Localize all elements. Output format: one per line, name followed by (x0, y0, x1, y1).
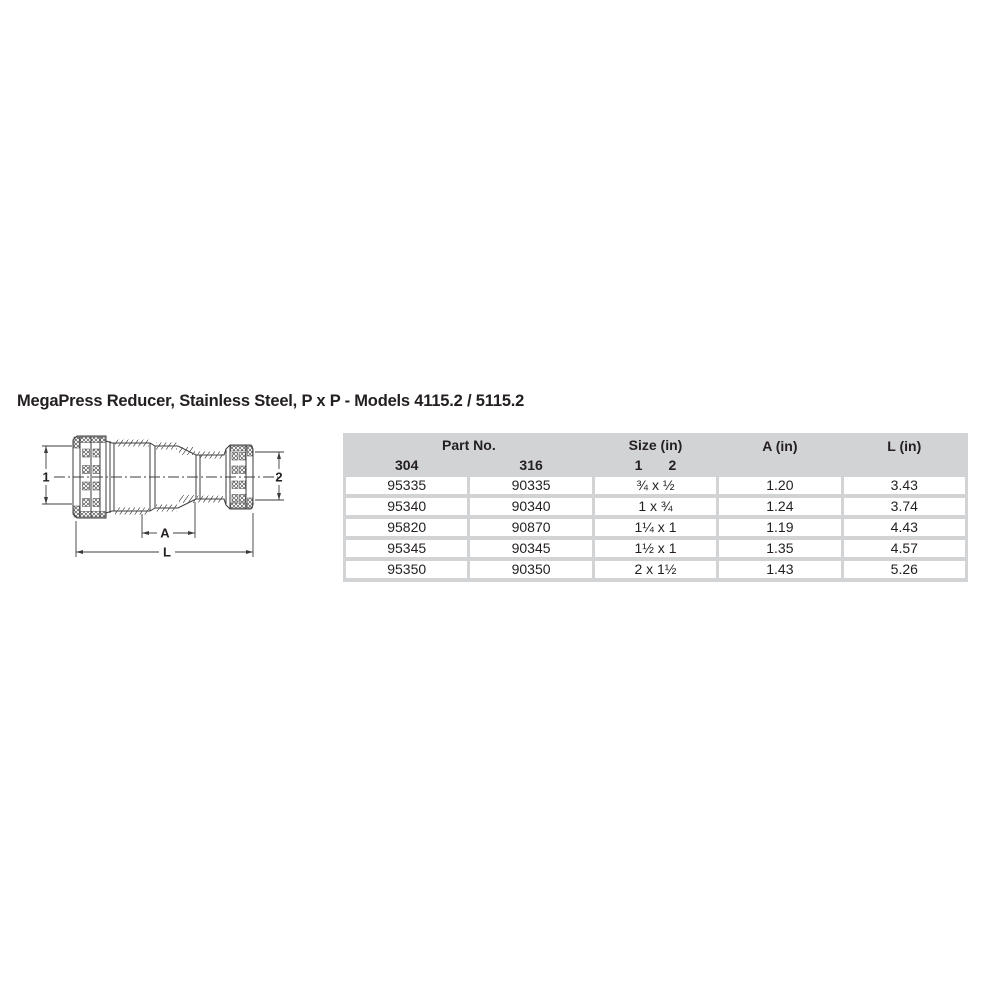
cell-part-304: 95820 (346, 519, 467, 536)
header-part-304: 304 (395, 457, 419, 473)
cell-part-316: 90345 (470, 540, 591, 557)
cell-a: 1.35 (719, 540, 840, 557)
dim-l-label: L (163, 544, 171, 560)
cell-l: 3.43 (844, 477, 965, 494)
table-row (346, 498, 965, 515)
parts-spec-table (343, 433, 968, 582)
header-part-no: Part No. (442, 437, 496, 453)
header-l: L (in) (887, 438, 922, 454)
cell-part-304: 95340 (346, 498, 467, 515)
cell-a: 1.19 (719, 519, 840, 536)
dim-a-label: A (160, 525, 170, 541)
table-row (346, 540, 965, 557)
table-row (346, 561, 965, 578)
cell-part-304: 95345 (346, 540, 467, 557)
dim-end1-label: 1 (42, 469, 50, 485)
cell-part-316: 90340 (470, 498, 591, 515)
cell-part-304: 95335 (346, 477, 467, 494)
technical-drawing (38, 426, 303, 571)
header-size-sub (595, 457, 716, 473)
header-size-2: 2 (668, 457, 677, 473)
header-part-316: 316 (519, 457, 543, 473)
cell-l: 4.57 (844, 540, 965, 557)
cell-size: 1¼ x 1 (595, 519, 716, 536)
cell-l: 4.43 (844, 519, 965, 536)
header-a: A (in) (762, 438, 798, 454)
table-row (346, 477, 965, 494)
cell-part-316: 90335 (470, 477, 591, 494)
cell-l: 5.26 (844, 561, 965, 578)
header-size-1: 1 (634, 457, 643, 473)
dim-end2-label: 2 (275, 469, 283, 485)
cell-size: 1½ x 1 (595, 540, 716, 557)
cell-a: 1.24 (719, 498, 840, 515)
header-size: Size (in) (628, 437, 683, 453)
cell-a: 1.20 (719, 477, 840, 494)
cell-a: 1.43 (719, 561, 840, 578)
cell-part-304: 95350 (346, 561, 467, 578)
cell-part-316: 90350 (470, 561, 591, 578)
cell-size: 1 x ¾ (595, 498, 716, 515)
cell-size: 2 x 1½ (595, 561, 716, 578)
cell-l: 3.74 (844, 498, 965, 515)
reducer-fitting-diagram (38, 426, 303, 571)
table-row (346, 519, 965, 536)
page-title: MegaPress Reducer, Stainless Steel, P x P - Models 4115.2 / 5115.2 (17, 392, 525, 410)
cell-size: ¾ x ½ (595, 477, 716, 494)
cell-part-316: 90870 (470, 519, 591, 536)
